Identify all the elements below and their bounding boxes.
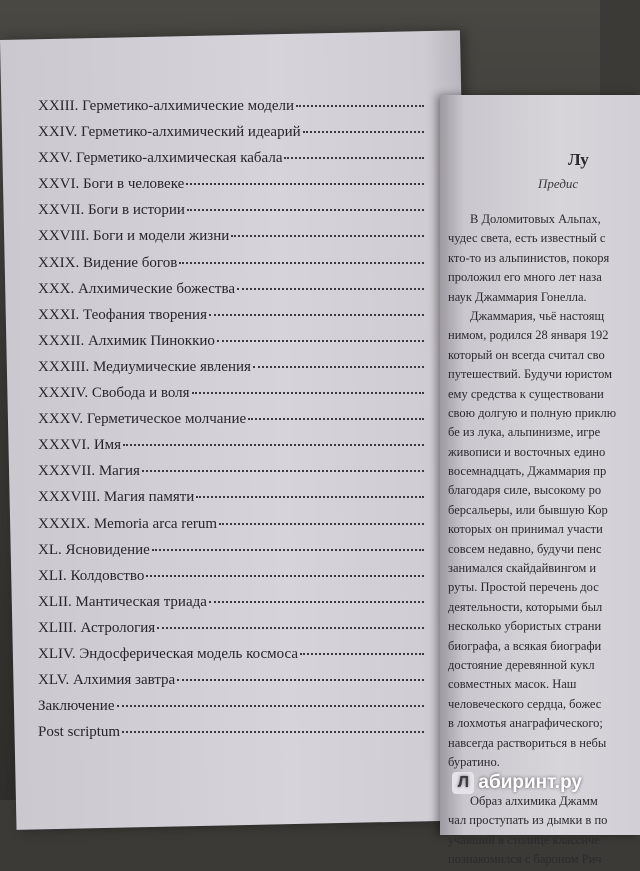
toc-entry	[38, 594, 438, 620]
toc-entry	[38, 124, 438, 150]
toc-entry	[38, 150, 438, 176]
dot-leader	[253, 366, 424, 368]
text-line: Джаммария, чьё настоящ	[470, 308, 605, 323]
text-line: несколько убористых страни	[448, 619, 602, 634]
dot-leader	[231, 235, 424, 237]
text-line: буратино.	[448, 754, 500, 769]
text-line: человеческого сердца, божес	[448, 696, 602, 711]
dot-leader	[248, 418, 424, 420]
toc-entry	[38, 255, 438, 281]
watermark-text: абиринт.ру	[478, 772, 582, 793]
toc-entry-title: Post scriptum	[38, 724, 121, 741]
toc-entry-title: XXXV. Герметическое молчание	[38, 411, 247, 428]
toc-entry-title: XXIV. Герметико-алхимический идеарий	[38, 124, 301, 141]
toc-entry	[38, 646, 438, 672]
toc-entry	[38, 437, 438, 463]
dot-leader	[217, 340, 424, 342]
dot-leader	[186, 183, 424, 185]
dot-leader	[122, 731, 424, 733]
dot-leader	[146, 575, 424, 577]
dot-leader	[142, 470, 424, 472]
text-line: который он всегда считал сво	[448, 347, 605, 362]
text-line: совместных масок. Наш	[448, 677, 577, 692]
toc-entry	[38, 202, 438, 228]
text-line: совсем недавно, будучи пенс	[448, 541, 602, 556]
toc-entry-title: XXXVI. Имя	[38, 437, 122, 454]
toc-entry-title: XLII. Мантическая триада	[38, 593, 207, 610]
text-line: Образ алхимика Джамм	[470, 793, 598, 808]
toc-entry	[38, 176, 438, 202]
toc-entry	[38, 359, 438, 385]
text-line: живописи и восточных едино	[448, 444, 606, 459]
text-line: чал проступать из дымки в по	[448, 813, 608, 828]
toc-entry	[38, 489, 438, 515]
text-line: навсегда раствориться в небы	[448, 735, 607, 750]
dot-leader	[123, 444, 424, 446]
text-line: чудес света, есть известный с	[448, 231, 606, 246]
dot-leader	[209, 601, 424, 603]
dot-leader	[296, 105, 424, 107]
dot-leader	[303, 131, 424, 133]
toc-entry-title: XXXIV. Свобода и воля	[38, 385, 190, 402]
toc-entry	[38, 516, 438, 542]
text-line: познакомился с бароном Рич	[448, 851, 602, 866]
text-line: свою долгую и полную приклю	[448, 405, 617, 420]
dot-leader	[192, 392, 424, 394]
text-line: руты. Простой перечень дос	[448, 580, 599, 595]
toc-entry-title: XLIII. Астрология	[38, 619, 156, 636]
toc-entry	[38, 463, 438, 489]
toc-entry	[38, 620, 438, 646]
toc-entry-title: XXVI. Боги в человеке	[38, 176, 185, 193]
table-of-contents	[38, 98, 438, 750]
toc-entry-title: XXVIII. Боги и модели жизни	[38, 228, 230, 245]
text-line: проложил его много лет наза	[448, 270, 602, 285]
toc-entry-title: XXXII. Алхимик Пиноккио	[38, 332, 215, 349]
toc-entry	[38, 385, 438, 411]
right-page-text	[448, 150, 617, 871]
dot-leader	[237, 288, 424, 290]
text-line: бе из лука, альпинизме, игре	[448, 425, 601, 440]
dot-leader	[196, 496, 424, 498]
toc-entry-title: XXIII. Герметико-алхимические модели	[38, 98, 295, 114]
text-line: деятельности, которыми был	[448, 599, 603, 614]
text-line: благодаря силе, высокому ро	[448, 483, 602, 498]
dot-leader	[117, 705, 425, 707]
toc-entry-title: XXXI. Теофания творения	[38, 306, 207, 323]
labirint-logo-icon: Л	[452, 772, 474, 794]
chapter-subheading: Предиc	[538, 176, 579, 191]
text-line: восемнадцать, Джаммария пр	[448, 464, 607, 479]
chapter-heading: Лу	[568, 150, 589, 169]
toc-entry	[38, 411, 438, 437]
toc-entry-title: XL. Ясновидение	[38, 541, 150, 558]
watermark	[452, 772, 582, 794]
toc-entry-title: XXXIII. Медиумические явления	[38, 358, 251, 375]
dot-leader	[177, 679, 424, 681]
toc-entry-title: XXXVII. Магия	[38, 463, 140, 480]
dot-leader	[187, 209, 424, 211]
text-line: путешествий. Будучи юристом	[448, 367, 613, 382]
dot-leader	[152, 549, 424, 551]
dot-leader	[219, 523, 424, 525]
toc-entry	[38, 724, 438, 750]
text-line: наук Джаммария Гонелла.	[448, 289, 587, 304]
toc-entry-title: XLI. Колдовство	[38, 567, 145, 584]
toc-entry	[38, 333, 438, 359]
text-line: биографа, а всякая биографи	[448, 638, 602, 653]
dot-leader	[300, 653, 424, 655]
text-line: учавший в столице классиче	[448, 832, 600, 847]
text-line: ему средства к существовани	[448, 386, 604, 401]
toc-entry-title: XXX. Алхимические божества	[38, 280, 236, 297]
toc-entry-title: Заключение	[38, 698, 115, 715]
text-line: В Доломитовых Альпах,	[470, 212, 601, 226]
toc-entry	[38, 568, 438, 594]
toc-entry-title: XXXIX. Memoria arca rerum	[38, 515, 218, 532]
toc-entry	[38, 698, 438, 724]
text-line: которых он принимал участи	[448, 522, 603, 537]
text-line: занимался скайдайвингом и	[448, 561, 597, 576]
toc-entry-title: XXIX. Видение богов	[38, 254, 178, 271]
toc-entry-title: XXVII. Боги в истории	[38, 202, 185, 219]
dot-leader	[179, 262, 424, 264]
text-line: берсальеры, или бывшую Кор	[448, 502, 608, 517]
toc-entry	[38, 672, 438, 698]
toc-entry-title: XLV. Алхимия завтра	[38, 672, 176, 689]
text-line: в лохмотья анаграфического;	[448, 716, 603, 731]
toc-entry-title: XLIV. Эндосферическая модель космоса	[38, 645, 299, 662]
toc-entry	[38, 281, 438, 307]
text-line: достояние деревянной кукл	[448, 657, 595, 672]
toc-entry	[38, 228, 438, 254]
text-line: нимом, родился 28 января 192	[448, 328, 609, 343]
text-line: кто-то из альпинистов, покоря	[448, 250, 610, 265]
dot-leader	[284, 157, 424, 159]
toc-entry-title: XXV. Герметико-алхимическая кабала	[38, 150, 283, 167]
toc-entry-title: XXXVIII. Магия памяти	[38, 489, 195, 506]
toc-entry	[38, 542, 438, 568]
dot-leader	[157, 627, 424, 629]
dot-leader	[209, 314, 424, 316]
toc-entry	[38, 98, 438, 124]
toc-entry	[38, 307, 438, 333]
